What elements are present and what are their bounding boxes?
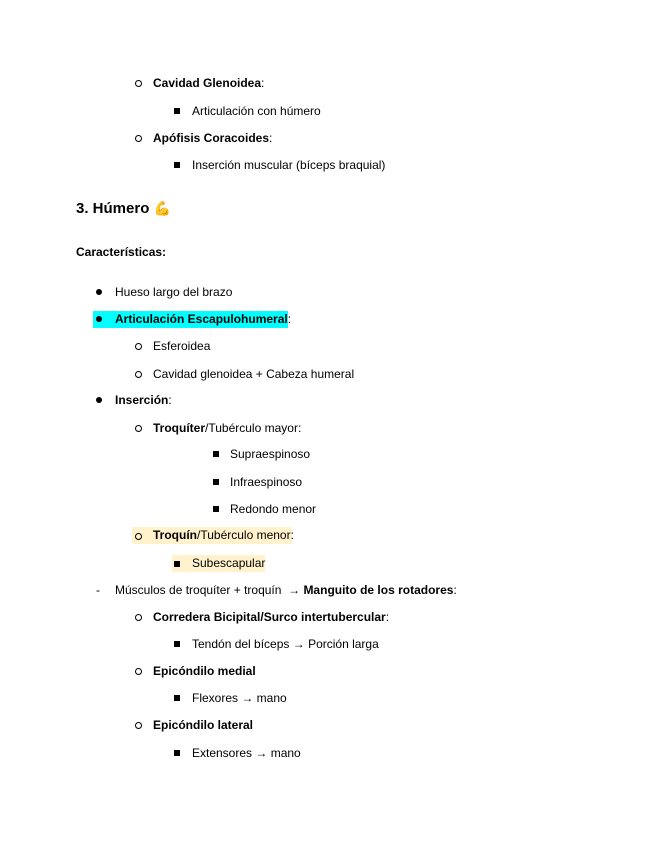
list-item-flexores: Flexores → mano <box>192 691 287 705</box>
list-bullet-circle <box>135 614 142 621</box>
list-item-esferoidea: Esferoidea <box>153 339 211 353</box>
list-item-extensores: Extensores → mano <box>192 746 301 760</box>
list-bullet-dot <box>96 289 102 295</box>
list-bullet-dot <box>96 397 102 403</box>
list-item-apofisis: Apófisis Coracoides: <box>153 131 273 145</box>
list-item-articulacion-escapulohumeral: Articulación Escapulohumeral: <box>115 312 292 326</box>
term: Apófisis Coracoides <box>153 131 270 145</box>
list-item-tendon: Tendón del bíceps → Porción larga <box>192 637 379 651</box>
list-item-epicondilo-medial: Epicóndilo medial <box>153 664 256 678</box>
list-bullet-circle <box>135 722 142 729</box>
term: Troquín <box>153 528 197 542</box>
term: Cavidad Glenoidea <box>153 76 262 90</box>
list-bullet-square <box>213 451 219 457</box>
list-item-subescapular: Subescapular <box>192 556 266 570</box>
term: Manguito de los rotadores <box>303 583 454 597</box>
list-bullet-circle <box>135 425 142 432</box>
list-bullet-circle <box>135 533 142 540</box>
term: Corredera Bicipital/Surco intertubercular <box>153 610 386 624</box>
list-item-cavidad-cabeza: Cavidad glenoidea + Cabeza humeral <box>153 367 355 381</box>
list-item-corredera: Corredera Bicipital/Surco intertubercular: <box>153 610 390 624</box>
list-item-redondo-menor: Redondo menor <box>230 502 317 516</box>
list-item-insercion: Inserción: <box>115 393 172 407</box>
flexed-biceps-icon: 💪 <box>153 200 171 216</box>
term: Troquíter <box>153 421 206 435</box>
list-bullet-square <box>174 695 180 701</box>
list-bullet-square <box>213 479 219 485</box>
list-bullet-circle <box>135 371 142 378</box>
list-bullet-dash: - <box>96 583 100 597</box>
list-item-troquin: Troquín/Tubérculo menor: <box>153 528 294 542</box>
list-item-infraespinoso: Infraespinoso <box>230 475 303 489</box>
term: Articulación Escapulohumeral <box>115 312 288 326</box>
section-heading: 3. Húmero 💪 <box>76 200 171 217</box>
list-bullet-circle <box>135 668 142 675</box>
list-bullet-square <box>174 162 180 168</box>
list-bullet-square <box>213 506 219 512</box>
list-bullet-dot <box>96 316 102 322</box>
list-bullet-circle <box>135 80 142 87</box>
list-bullet-square <box>174 641 180 647</box>
list-bullet-circle <box>135 343 142 350</box>
subheading-caracteristicas: Características: <box>76 245 167 259</box>
list-bullet-square <box>174 750 180 756</box>
list-bullet-square <box>174 561 180 567</box>
list-bullet-square <box>174 108 180 114</box>
list-item-insercion-muscular: Inserción muscular (bíceps braquial) <box>192 158 386 172</box>
list-item-cavidad-glenoidea: Cavidad Glenoidea: <box>153 76 265 90</box>
term: Inserción <box>115 393 169 407</box>
list-item-articulacion-humero: Articulación con húmero <box>192 104 321 118</box>
list-bullet-circle <box>135 135 142 142</box>
list-item-hueso-largo: Hueso largo del brazo <box>115 285 233 299</box>
list-item-musculos: Músculos de troquíter + troquín → Manguito de los rotadores: <box>115 583 457 597</box>
list-item-troquiter: Troquíter/Tubérculo mayor: <box>153 421 302 435</box>
list-item-epicondilo-lateral: Epicóndilo lateral <box>153 718 254 732</box>
list-item-supraespinoso: Supraespinoso <box>230 447 311 461</box>
